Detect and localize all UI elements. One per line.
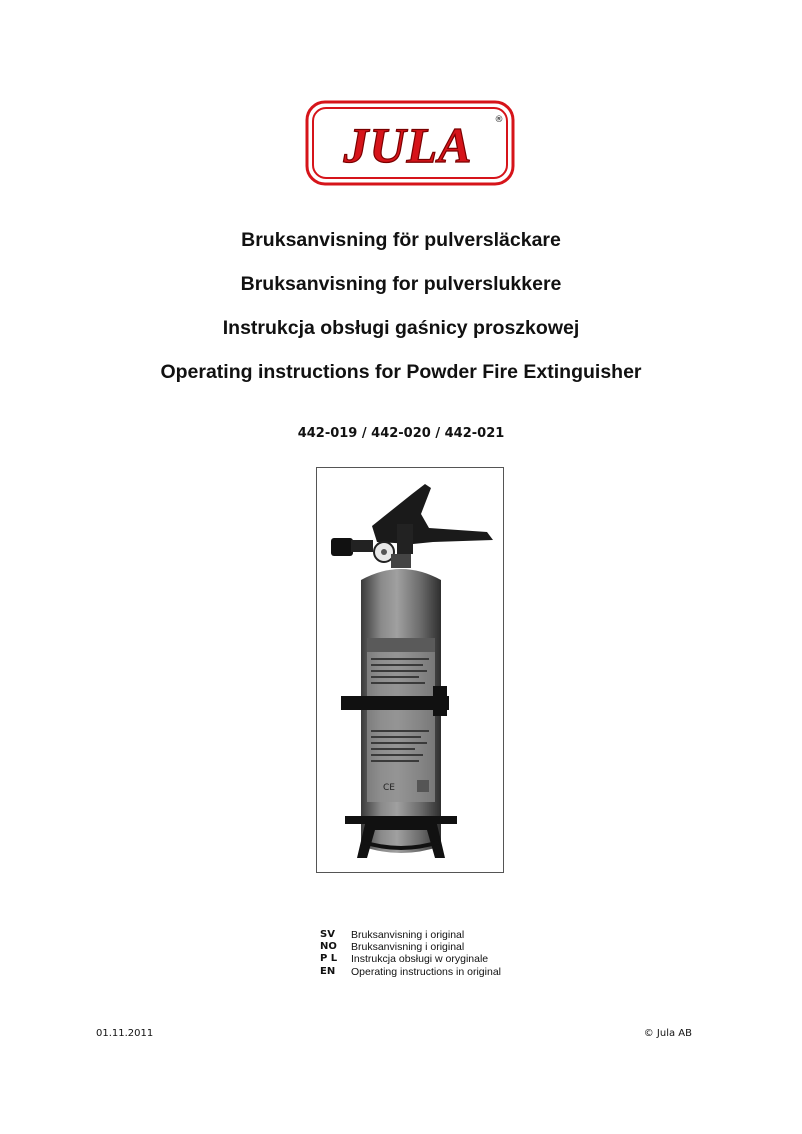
title-polish: Instrukcja obsługi gaśnicy proszkowej xyxy=(222,317,580,339)
svg-text:CE: CE xyxy=(383,783,395,793)
language-description: Bruksanvisning i original xyxy=(351,941,465,954)
list-item xyxy=(320,953,501,965)
product-photo xyxy=(316,467,504,873)
footer-copyright: © Jula AB xyxy=(643,1028,692,1039)
model-numbers: 442-019 / 442-020 / 442-021 xyxy=(297,426,505,441)
language-description: Instrukcja obsługi w oryginale xyxy=(351,953,489,966)
list-item xyxy=(320,966,501,978)
language-code: P L xyxy=(320,953,338,965)
list-item xyxy=(320,929,501,941)
language-code: EN xyxy=(320,965,336,977)
list-item xyxy=(320,941,501,953)
registered-mark: ® xyxy=(494,115,504,125)
language-code: SV xyxy=(320,929,335,940)
footer-date: 01.11.2011 xyxy=(96,1028,154,1039)
title-norwegian: Bruksanvisning for pulverslukkere xyxy=(240,273,562,295)
title-english: Operating instructions for Powder Fire Extinguisher xyxy=(160,361,642,383)
language-list xyxy=(320,929,501,978)
language-description: Operating instructions in original xyxy=(351,965,501,978)
jula-logo xyxy=(305,100,515,186)
logo-text: JULA xyxy=(343,117,473,173)
fire-extinguisher-icon xyxy=(317,468,505,874)
language-description: Bruksanvisning i original xyxy=(351,929,465,941)
title-swedish: Bruksanvisning för pulversläckare xyxy=(241,229,561,251)
language-code: NO xyxy=(320,941,337,953)
